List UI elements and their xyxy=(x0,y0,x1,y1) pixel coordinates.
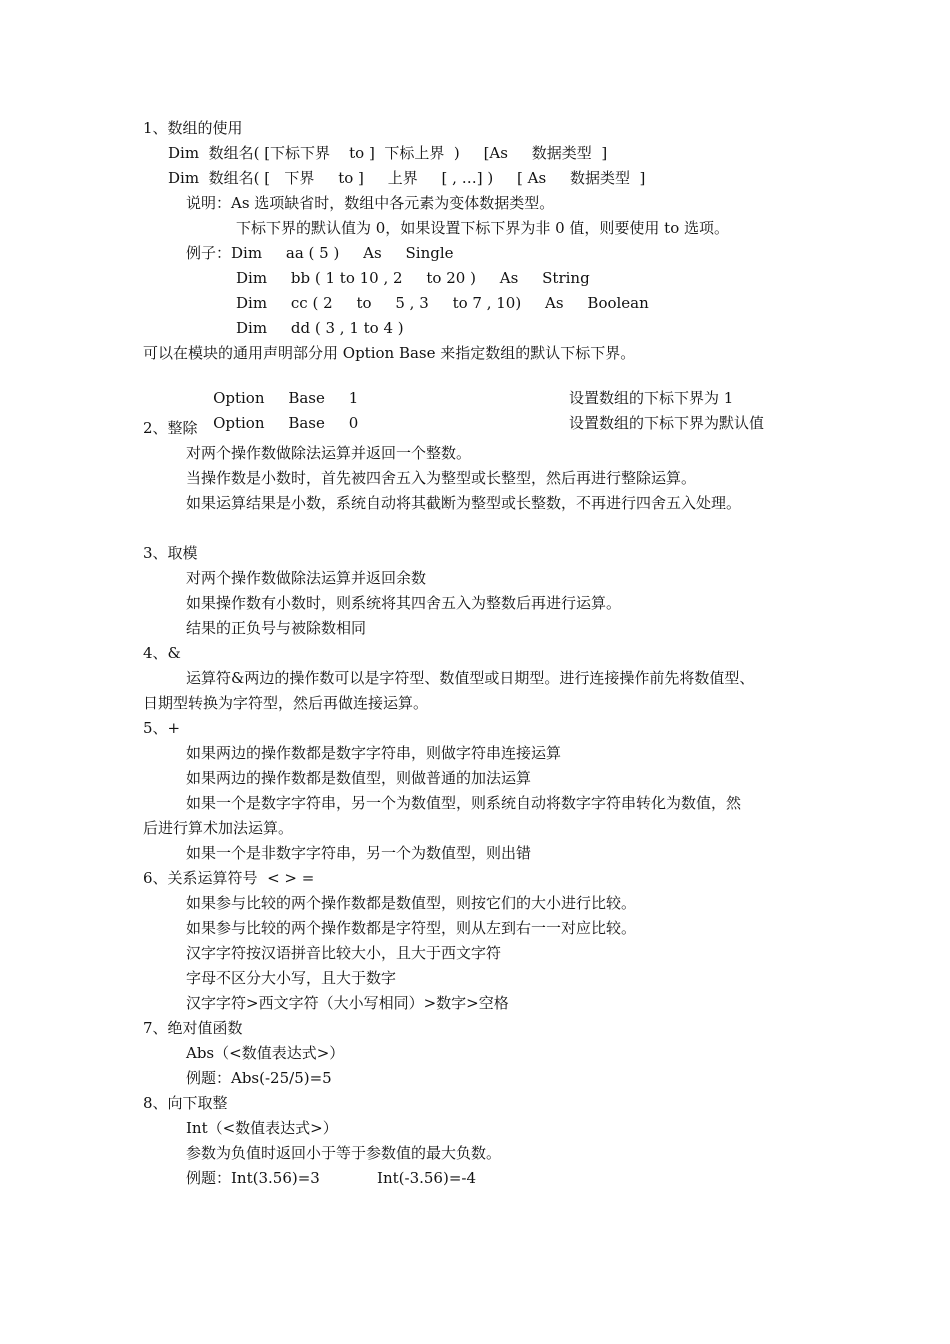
example-line-4: Dim dd ( 3 , 1 to 4 ) xyxy=(236,319,404,337)
section-4-heading: 4、& xyxy=(143,644,181,662)
section-6-heading: 6、关系运算符号 < > = xyxy=(143,869,315,887)
section-6-line-5: 汉字字符>西文字符（大小写相同）>数字>空格 xyxy=(186,994,509,1012)
section-8-line-2: 参数为负值时返回小于等于参数值的最大负数。 xyxy=(186,1144,502,1162)
section-4-line-1a: 运算符&两边的操作数可以是字符型、数值型或日期型。进行连接操作前先将数值型、 xyxy=(186,669,755,687)
section-8-heading: 8、向下取整 xyxy=(143,1094,228,1112)
section-2-line-3: 如果运算结果是小数，系统自动将其截断为整型或长整数，不再进行四舍五入处理。 xyxy=(186,494,742,512)
section-8-line-1: Int（<数值表达式>） xyxy=(186,1119,338,1137)
section-8-line-3: 例题：Int(3.56)=3 Int(-3.56)=-4 xyxy=(186,1169,477,1187)
section-3-line-3: 结果的正负号与被除数相同 xyxy=(186,619,367,637)
option-base-1-desc: 设置数组的下标下界为 1 xyxy=(569,389,734,407)
section-6-line-1: 如果参与比较的两个操作数都是数值型，则按它们的大小进行比较。 xyxy=(186,894,637,912)
section-4-line-1b: 日期型转换为字符型，然后再做连接运算。 xyxy=(143,694,429,712)
section-7-line-1: Abs（<数值表达式>） xyxy=(186,1044,345,1062)
section-5-heading: 5、+ xyxy=(143,719,181,737)
section-3-line-2: 如果操作数有小数时，则系统将其四舍五入为整数后再进行运算。 xyxy=(186,594,622,612)
dim-syntax-line-1: Dim 数组名( [下标下界 to ] 下标上界 ) [As 数据类型 ] xyxy=(168,144,608,162)
option-base-0-code: Option Base 0 xyxy=(213,414,359,432)
section-6-line-4: 字母不区分大小写，且大于数字 xyxy=(186,969,397,987)
section-5-line-4: 如果一个是非数字字符串，另一个为数值型，则出错 xyxy=(186,844,532,862)
option-base-1-code: Option Base 1 xyxy=(213,389,359,407)
section-2-line-1: 对两个操作数做除法运算并返回一个整数。 xyxy=(186,444,472,462)
section-6-line-2: 如果参与比较的两个操作数都是字符型，则从左到右一一对应比较。 xyxy=(186,919,637,937)
section-3-line-1: 对两个操作数做除法运算并返回余数 xyxy=(186,569,427,587)
section-6-line-3: 汉字字符按汉语拼音比较大小，且大于西文字符 xyxy=(186,944,502,962)
example-line-2: Dim bb ( 1 to 10 , 2 to 20 ) As String xyxy=(236,269,590,287)
example-line-1: 例子：Dim aa ( 5 ) As Single xyxy=(186,244,454,262)
section-5-line-3b: 后进行算术加法运算。 xyxy=(143,819,294,837)
section-1-heading: 1、数组的使用 xyxy=(143,119,243,137)
section-2-line-2: 当操作数是小数时，首先被四舍五入为整型或长整型，然后再进行整除运算。 xyxy=(186,469,697,487)
note-line-2: 下标下界的默认值为 0，如果设置下标下界为非 0 值，则要使用 to 选项。 xyxy=(236,219,729,237)
section-7-line-2: 例题：Abs(-25/5)=5 xyxy=(186,1069,332,1087)
dim-syntax-line-2: Dim 数组名( [ 下界 to ] 上界 [ , …] ) [ As 数据类型 ] xyxy=(168,169,646,187)
section-3-heading: 3、取模 xyxy=(143,544,198,562)
option-base-1-row xyxy=(194,368,734,407)
note-line-1: 说明：As 选项缺省时，数组中各元素为变体数据类型。 xyxy=(186,194,555,212)
option-base-note: 可以在模块的通用声明部分用 Option Base 来指定数组的默认下标下界。 xyxy=(143,344,636,362)
section-7-heading: 7、绝对值函数 xyxy=(143,1019,243,1037)
option-base-0-desc: 设置数组的下标下界为默认值 xyxy=(569,414,765,432)
section-5-line-2: 如果两边的操作数都是数值型，则做普通的加法运算 xyxy=(186,769,532,787)
example-line-3: Dim cc ( 2 to 5 , 3 to 7 , 10) As Boolean xyxy=(236,294,649,312)
section-2-heading: 2、整除 xyxy=(143,419,198,437)
section-5-line-3a: 如果一个是数字字符串，另一个为数值型，则系统自动将数字字符串转化为数值，然 xyxy=(186,794,742,812)
section-5-line-1: 如果两边的操作数都是数字字符串，则做字符串连接运算 xyxy=(186,744,562,762)
